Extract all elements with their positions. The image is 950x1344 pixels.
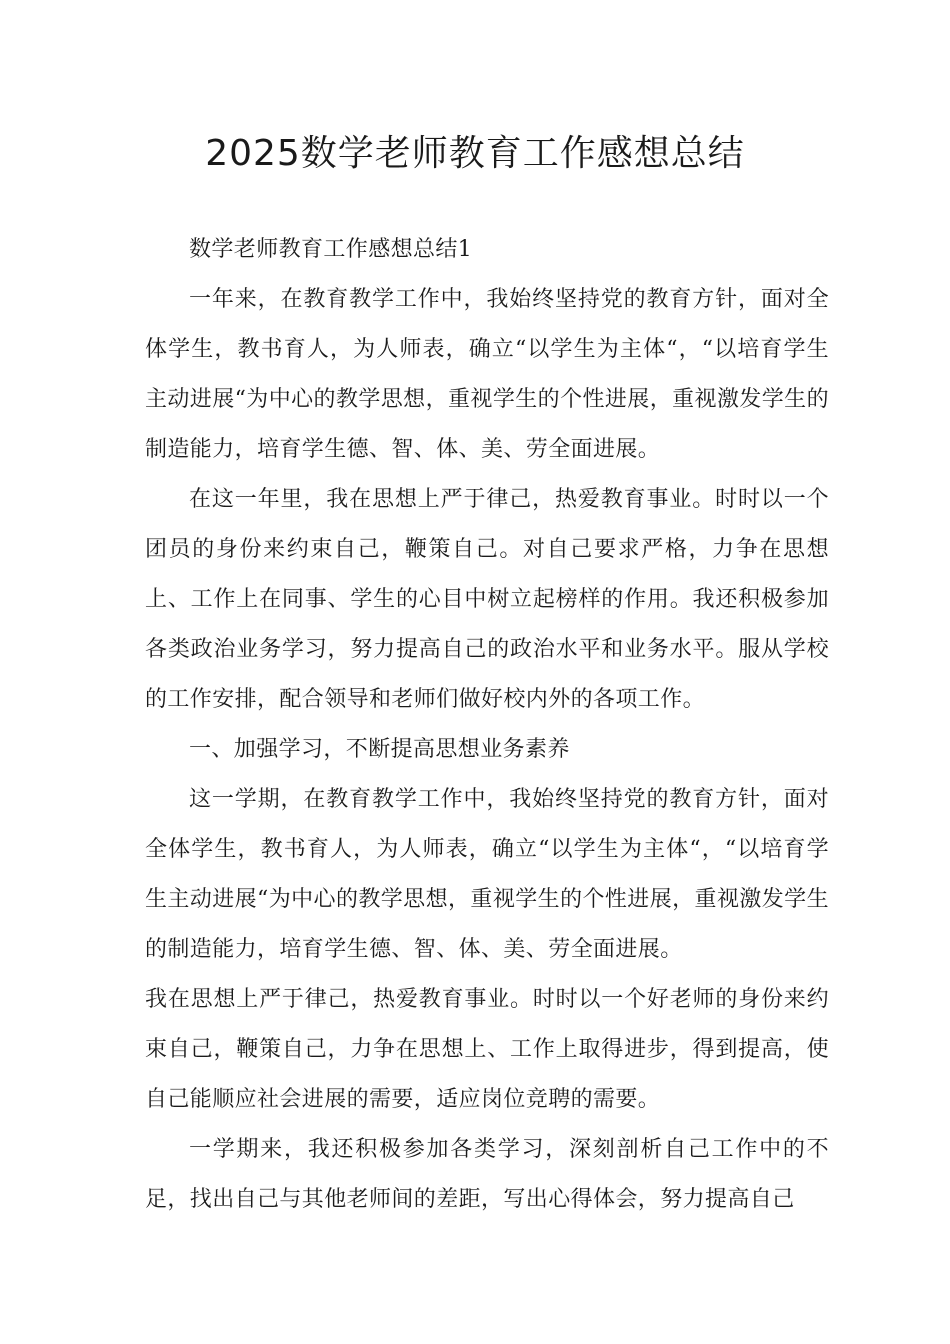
body-paragraph: 一学期来，我还积极参加各类学习，深刻剖析自己工作中的不足，找出自己与其他老师间的差距，写出心得体会，努力提高自己 [145,1137,829,1212]
body-paragraph: 在这一年里，我在思想上严于律己，热爱教育事业。时时以一个团员的身份来约束自己，鞭策自己。对自己要求严格，力争在思想上、工作上在同事、学生的心目中树立起榜样的作用。我还积极参加各类政治业务学习，努力提高自己的政治水平和业务水平。服从学校的工作安排，配合领导和老师们做好校内外的各项工作。 [145,487,829,712]
body-paragraph: 一年来，在教育教学工作中，我始终坚持党的教育方针，面对全体学生，教书育人，为人师表，确立“以学生为主体“，“以培育学生主动进展“为中心的教学思想，重视学生的个性进展，重视激发学生的制造能力，培育学生德、智、体、美、劳全面进展。 [145,287,829,462]
document-body [145,225,829,1225]
section-heading: 数学老师教育工作感想总结1 [189,237,473,262]
body-paragraph: 这一学期，在教育教学工作中，我始终坚持党的教育方针，面对全体学生，教书育人，为人师表，确立“以学生为主体“，“以培育学生主动进展“为中心的教学思想，重视学生的个性进展，重视激发学生的制造能力，培育学生德、智、体、美、劳全面进展。 [145,787,829,962]
body-paragraph: 我在思想上严于律己，热爱教育事业。时时以一个好老师的身份来约束自己，鞭策自己，力争在思想上、工作上取得进步，得到提高，使自己能顺应社会进展的需要，适应岗位竞聘的需要。 [145,987,829,1112]
document-title: 2025数学老师教育工作感想总结 [205,133,745,174]
section-heading: 一、加强学习，不断提高思想业务素养 [189,737,570,762]
